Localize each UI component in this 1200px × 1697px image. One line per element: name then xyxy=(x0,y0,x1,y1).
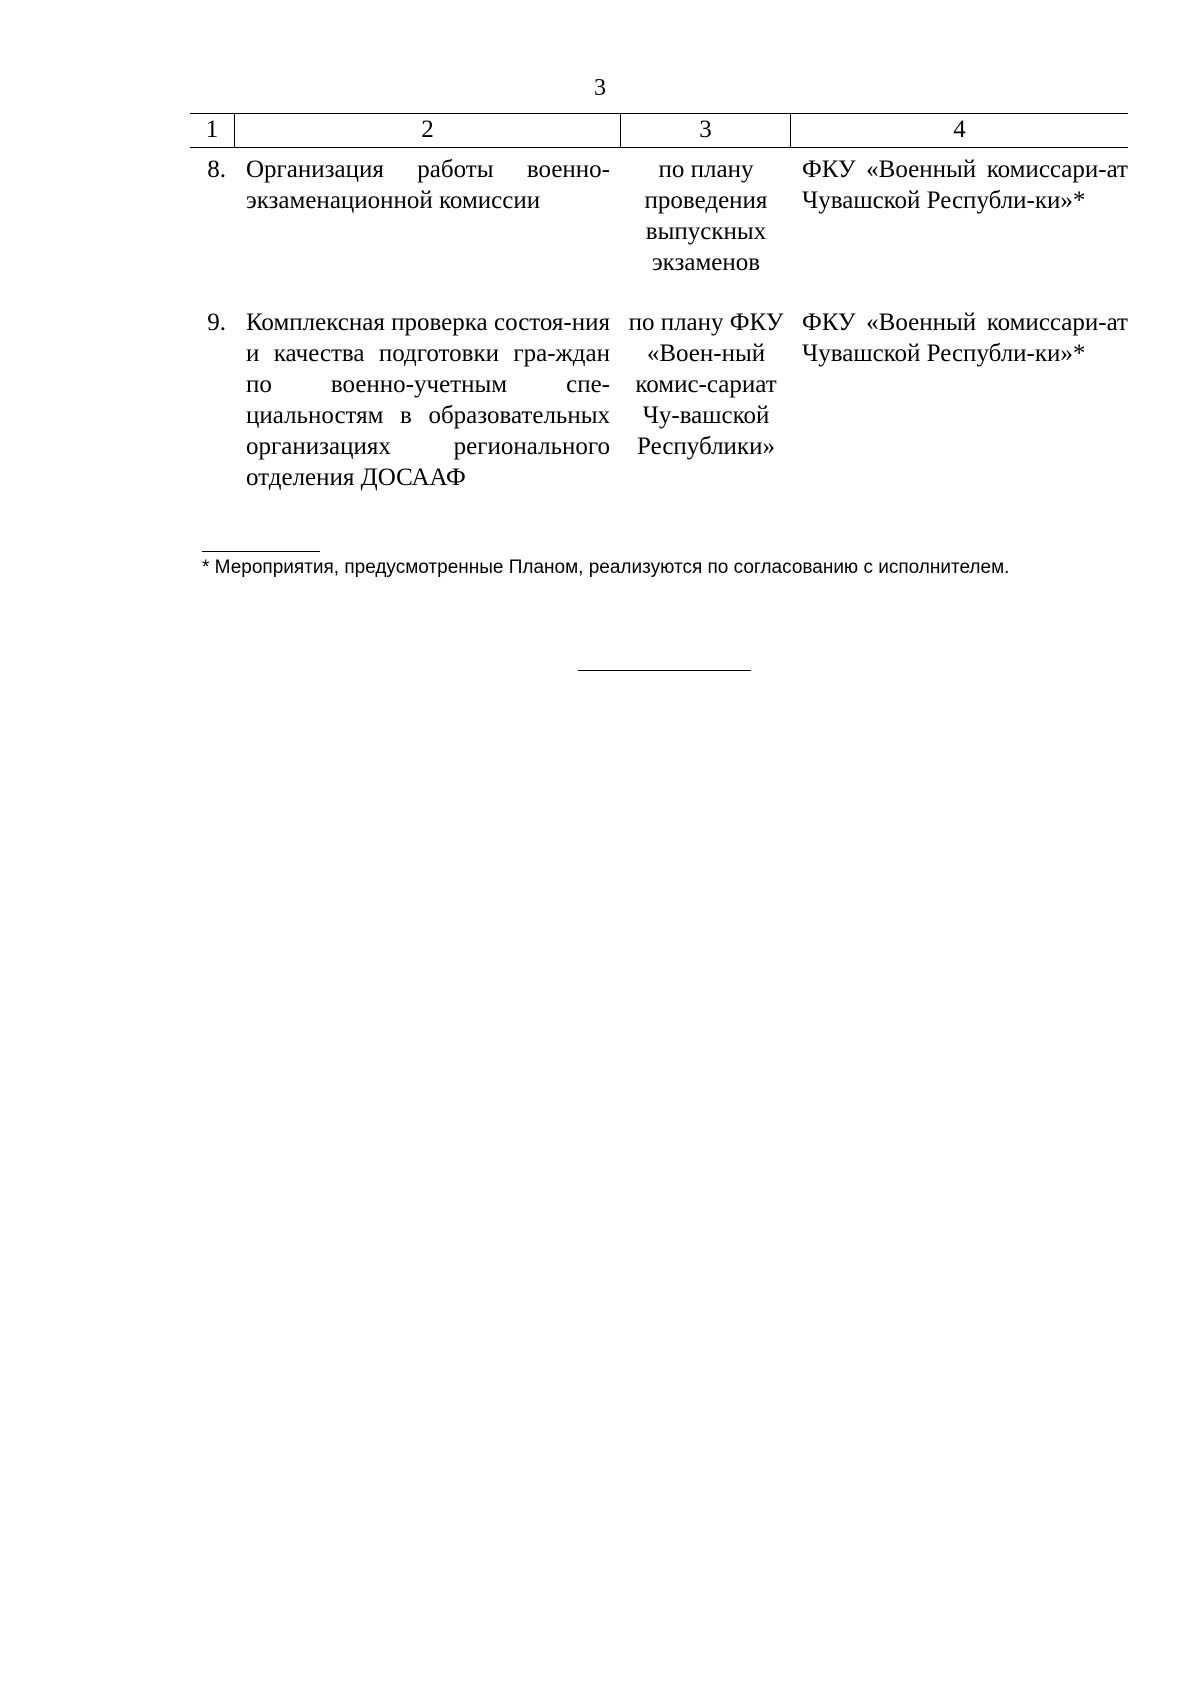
row-term: по плану ФКУ «Воен-ный комис-сариат Чу-вашской Республики» xyxy=(628,309,784,460)
row-executor: ФКУ «Военный комиссари-ат Чувашской Республи-ки»* xyxy=(802,309,1128,367)
row-number: 9. xyxy=(207,309,226,336)
table-row xyxy=(190,307,1128,507)
row-number: 8. xyxy=(207,156,226,183)
plan-table xyxy=(190,113,1128,507)
footnote-divider xyxy=(202,551,320,552)
table-header-cell: 2 xyxy=(235,114,621,147)
row-description: Организация работы военно-экзаменационной комиссии xyxy=(246,156,610,214)
table-header-cell: 1 xyxy=(190,114,235,147)
page-number: 3 xyxy=(594,75,606,101)
table-header-cell: 3 xyxy=(621,114,791,147)
table-row xyxy=(190,154,1128,307)
table-header-row xyxy=(190,113,1128,148)
row-description: Комплексная проверка состоя-ния и качества подготовки гра-ждан по военно-учетным спе-циальностям в образовательных организациях регионального отделения ДОСААФ xyxy=(246,309,610,491)
row-executor: ФКУ «Военный комиссари-ат Чувашской Республи-ки»* xyxy=(802,156,1128,214)
document-end-line xyxy=(578,670,751,671)
row-term: по плану проведения выпускных экзаменов xyxy=(644,156,768,276)
footnote-text: * Мероприятия, предусмотренные Планом, реализуются по согласованию с исполнителем. xyxy=(202,557,1010,578)
table-header-cell: 4 xyxy=(953,116,966,143)
